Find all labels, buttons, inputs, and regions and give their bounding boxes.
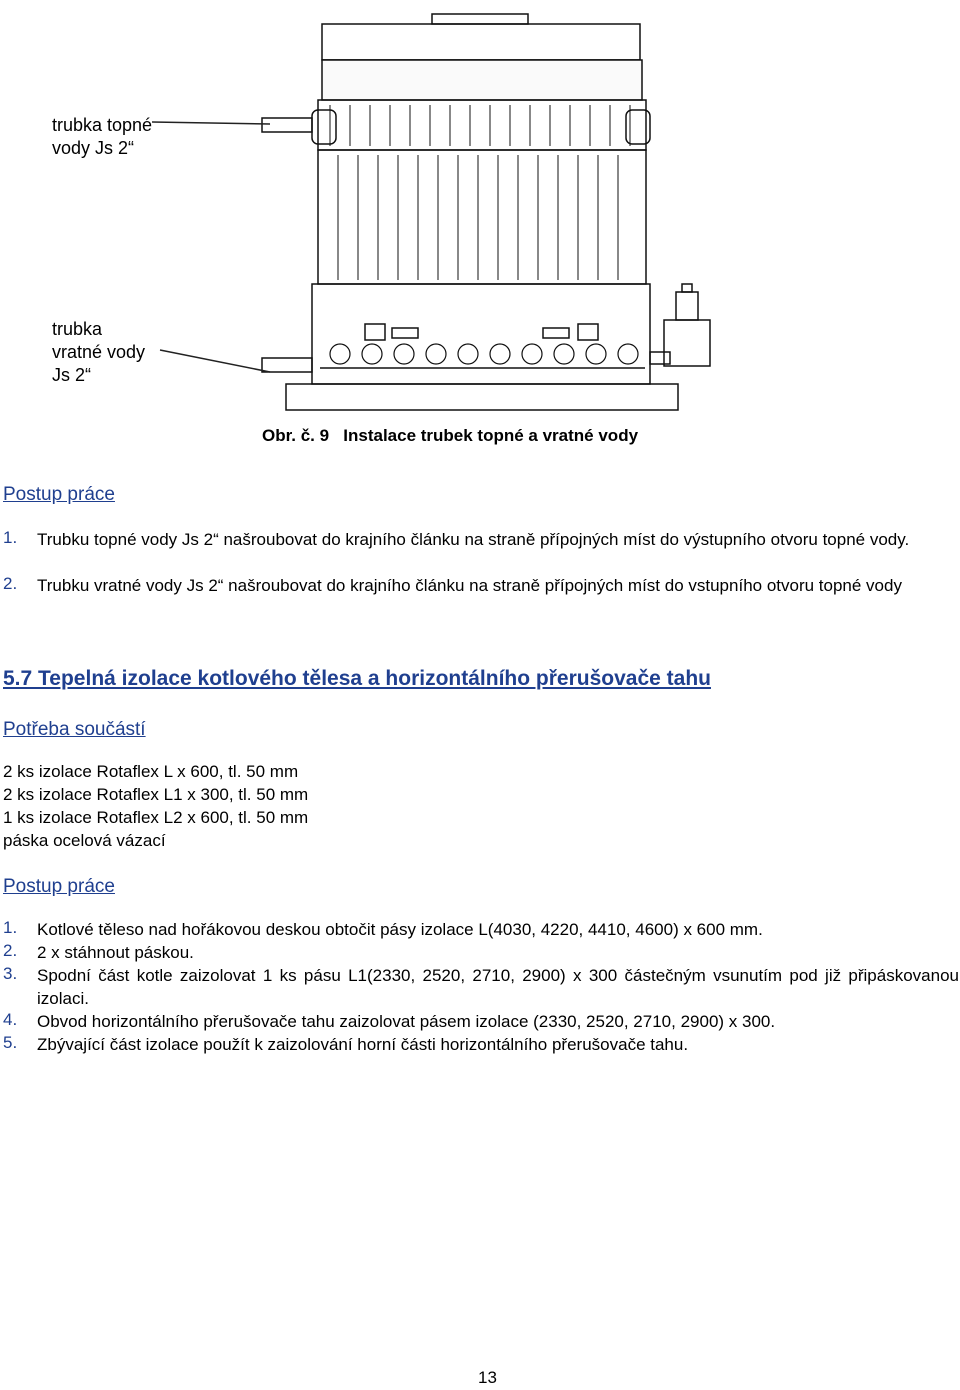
step-text: 2 x stáhnout páskou. xyxy=(37,943,194,962)
step-number: 2. xyxy=(3,574,18,593)
figure-caption xyxy=(262,426,638,446)
step-text: Kotlové těleso nad hořákovou deskou obtočit pásy izolace L(4030, 4220, 4410, 4600) x 600 mm. xyxy=(37,920,763,939)
return-pipe-label-line1: trubka xyxy=(52,319,103,339)
step-text: Spodní část kotle zaizolovat 1 ks pásu L1(2330, 2520, 2710, 2900) x 300 částečným vsunutím pod již připáskovanou izolaci. xyxy=(37,966,959,1008)
step-number: 5. xyxy=(3,1033,18,1052)
supply-pipe-label-line1: trubka topné xyxy=(52,115,153,135)
supply-pipe-label-line2: vody Js 2“ xyxy=(52,138,135,158)
step-number: 1. xyxy=(3,918,18,937)
figure-caption-text: Instalace trubek topné a vratné vody xyxy=(343,426,639,445)
page-number: 13 xyxy=(478,1368,497,1387)
step-text: Trubku topné vody Js 2“ našroubovat do krajního článku na straně přípojných míst do výstupního otvoru topné vody. xyxy=(37,530,910,549)
parts-item: 2 ks izolace Rotaflex L x 600, tl. 50 mm xyxy=(3,762,299,781)
step-number: 4. xyxy=(3,1010,18,1029)
return-pipe-label-line2: vratné vody xyxy=(52,342,146,362)
step-text: Obvod horizontálního přerušovače tahu zaizolovat pásem izolace (2330, 2520, 2710, 2900) x 300. xyxy=(37,1012,776,1031)
supply-pipe-label xyxy=(52,114,152,160)
section-title: 5.7 Tepelná izolace kotlového tělesa a horizontálního přerušovače tahu xyxy=(3,667,711,690)
step-number: 2. xyxy=(3,941,18,960)
step-number: 1. xyxy=(3,528,18,547)
procedure-heading: Postup práce xyxy=(3,876,115,897)
parts-list xyxy=(3,760,308,852)
figure-caption-number: Obr. č. 9 xyxy=(262,426,330,445)
step-text: Zbývající část izolace použít k zaizolování horní části horizontálního přerušovače tahu. xyxy=(37,1035,689,1054)
parts-heading: Potřeba součástí xyxy=(3,719,146,740)
return-pipe-label xyxy=(52,318,145,387)
parts-item: 2 ks izolace Rotaflex L1 x 300, tl. 50 mm xyxy=(3,785,309,804)
return-pipe-label-line3: Js 2“ xyxy=(52,365,92,385)
step-number: 3. xyxy=(3,964,18,983)
parts-item: 1 ks izolace Rotaflex L2 x 600, tl. 50 mm xyxy=(3,808,309,827)
parts-item: páska ocelová vázací xyxy=(3,831,166,850)
step-text: Trubku vratné vody Js 2“ našroubovat do krajního článku na straně přípojných míst do vstupního otvoru topné vody xyxy=(37,576,902,595)
procedure-heading: Postup práce xyxy=(3,484,115,505)
